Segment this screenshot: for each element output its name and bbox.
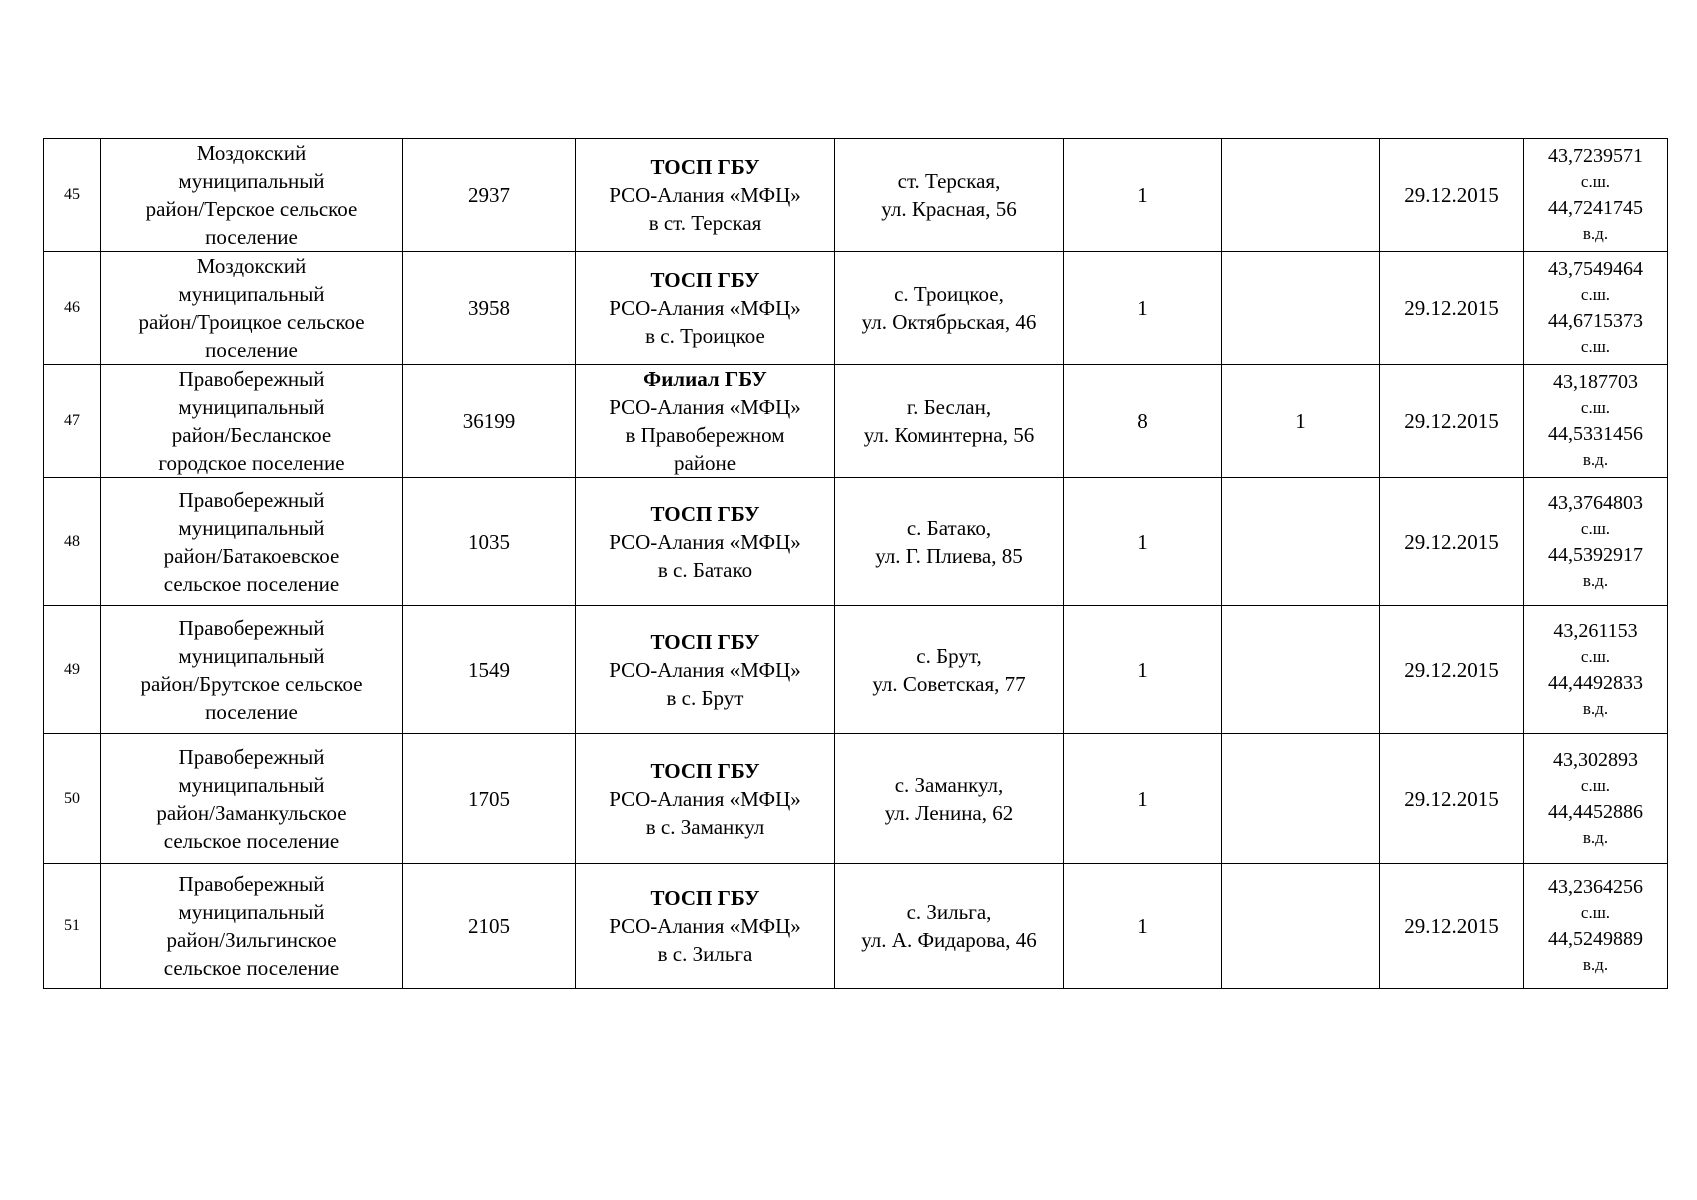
address-line: ул. Советская, 77 [872,671,1026,696]
address-line: ул. Красная, 56 [881,197,1017,221]
table-body [44,139,1668,989]
longitude-value: 44,4492833 [1548,671,1643,694]
coordinates-cell [1524,478,1668,606]
address-cell [835,734,1064,864]
municipality-line: сельское поселение [163,828,340,853]
date-cell: 29.12.2015 [1380,478,1524,606]
longitude-unit: в.д. [1582,224,1609,243]
office-name-cell [576,478,835,606]
coordinates-cell [1524,864,1668,989]
row-number-cell: 48 [44,478,101,606]
extra-windows-cell [1222,252,1380,365]
municipality-cell [101,365,403,478]
municipality-cell [101,864,403,989]
extra-windows-cell [1222,478,1380,606]
municipality-cell [101,734,403,864]
municipality-cell [101,139,403,252]
municipality-line: Правобережный [178,872,325,896]
municipality-line: муниципальный [178,169,325,193]
address-line: с. Брут, [916,643,982,668]
office-line: в с. Троицкое [645,324,765,348]
municipality-line: поселение [205,225,298,249]
table-row [44,478,1668,606]
municipality-line: поселение [205,338,298,362]
date-cell: 29.12.2015 [1380,139,1524,252]
address-line: с. Троицкое, [894,282,1004,306]
municipality-line: район/Троицкое сельское [138,310,365,334]
office-line: Филиал ГБУ [643,367,767,391]
office-line: РСО-Алания «МФЦ» [609,183,801,207]
table-row [44,252,1668,365]
address-line: ул. Коминтерна, 56 [863,423,1035,447]
latitude-unit: с.ш. [1580,172,1611,191]
longitude-value: 44,6715373 [1548,310,1643,332]
date-cell: 29.12.2015 [1380,252,1524,365]
latitude-value: 43,187703 [1553,371,1638,393]
office-line: в с. Батако [657,557,753,582]
latitude-unit: с.ш. [1580,518,1611,538]
row-number-cell: 51 [44,864,101,989]
office-line: РСО-Алания «МФЦ» [609,914,801,938]
municipality-line: сельское поселение [163,956,340,980]
municipality-line: сельское поселение [163,571,340,596]
office-line: РСО-Алания «МФЦ» [609,296,801,320]
municipality-line: район/Бесланское [171,423,332,447]
address-line: ул. Ленина, 62 [884,800,1014,825]
population-cell: 1035 [403,478,576,606]
coordinates-cell [1524,139,1668,252]
office-line: ТОСП ГБУ [650,629,760,654]
municipality-line: Правобережный [178,367,325,391]
latitude-unit: с.ш. [1580,398,1611,417]
table-row [44,734,1668,864]
office-line: ТОСП ГБУ [650,155,760,179]
office-line: РСО-Алания «МФЦ» [609,786,801,811]
municipality-line: Моздокский [196,141,307,165]
table-row [44,864,1668,989]
longitude-unit: в.д. [1582,955,1609,974]
windows-cell: 1 [1064,864,1222,989]
municipality-line: район/Зильгинское [166,928,337,952]
office-line: в ст. Терская [648,211,762,235]
office-line: ТОСП ГБУ [650,501,760,526]
windows-cell: 1 [1064,139,1222,252]
address-line: с. Заманкул, [894,772,1004,797]
address-line: г. Беслан, [906,395,992,419]
address-line: ул. Октябрьская, 46 [861,310,1037,334]
longitude-unit: в.д. [1582,450,1609,469]
windows-cell: 1 [1064,734,1222,864]
address-line: ул. А. Фидарова, 46 [861,928,1037,952]
municipality-line: район/Брутское сельское [140,671,363,696]
municipality-cell [101,606,403,734]
date-cell: 29.12.2015 [1380,606,1524,734]
office-name-cell [576,365,835,478]
windows-cell: 8 [1064,365,1222,478]
office-name-cell [576,139,835,252]
coordinates-cell [1524,252,1668,365]
row-number-cell: 45 [44,139,101,252]
extra-windows-cell [1222,734,1380,864]
address-cell [835,478,1064,606]
latitude-value: 43,2364256 [1548,876,1643,898]
table-row [44,365,1668,478]
municipality-line: Правобережный [178,615,325,640]
row-number-cell: 50 [44,734,101,864]
office-line: РСО-Алания «МФЦ» [609,529,801,554]
office-line: в Правобережном [625,423,785,447]
latitude-value: 43,302893 [1553,748,1638,771]
longitude-value: 44,5331456 [1548,423,1643,445]
address-cell [835,252,1064,365]
longitude-unit: в.д. [1582,827,1609,847]
population-cell: 3958 [403,252,576,365]
latitude-unit: с.ш. [1580,775,1611,795]
office-line: РСО-Алания «МФЦ» [609,395,801,419]
municipality-line: муниципальный [178,395,325,419]
population-cell: 1549 [403,606,576,734]
longitude-unit: в.д. [1582,570,1609,590]
longitude-value: 44,7241745 [1548,197,1643,219]
address-cell [835,606,1064,734]
municipality-line: поселение [205,699,298,724]
office-line: ТОСП ГБУ [650,268,760,292]
longitude-unit: с.ш. [1580,337,1611,356]
date-cell: 29.12.2015 [1380,365,1524,478]
municipality-line: район/Батакоевское [163,543,340,568]
latitude-value: 43,261153 [1553,619,1638,642]
municipality-line: муниципальный [178,900,325,924]
office-name-cell [576,252,835,365]
population-cell: 36199 [403,365,576,478]
office-line: районе [673,451,737,475]
date-cell: 29.12.2015 [1380,864,1524,989]
address-cell [835,139,1064,252]
population-cell: 2937 [403,139,576,252]
office-line: в с. Брут [666,685,744,710]
latitude-value: 43,7549464 [1548,258,1643,280]
office-name-cell [576,606,835,734]
windows-cell: 1 [1064,478,1222,606]
office-name-cell [576,734,835,864]
address-line: ул. Г. Плиева, 85 [875,543,1023,568]
office-name-cell [576,864,835,989]
municipality-cell [101,478,403,606]
extra-windows-cell [1222,139,1380,252]
municipality-line: Правобережный [178,744,325,769]
extra-windows-cell [1222,606,1380,734]
longitude-value: 44,5392917 [1548,543,1643,566]
municipality-line: Моздокский [196,254,307,278]
municipality-line: район/Терское сельское [145,197,358,221]
office-line: ТОСП ГБУ [650,758,760,783]
extra-windows-cell: 1 [1222,365,1380,478]
longitude-value: 44,4452886 [1548,800,1643,823]
windows-cell: 1 [1064,252,1222,365]
latitude-unit: с.ш. [1580,285,1611,304]
municipality-line: Правобережный [178,487,325,512]
latitude-unit: с.ш. [1580,646,1611,666]
latitude-unit: с.ш. [1580,903,1611,922]
population-cell: 2105 [403,864,576,989]
coordinates-cell [1524,365,1668,478]
coordinates-cell [1524,606,1668,734]
office-line: РСО-Алания «МФЦ» [609,657,801,682]
municipality-line: муниципальный [178,643,325,668]
date-cell: 29.12.2015 [1380,734,1524,864]
municipality-line: муниципальный [178,515,325,540]
municipality-line: район/Заманкульское [156,800,347,825]
row-number-cell: 46 [44,252,101,365]
municipality-line: муниципальный [178,772,325,797]
population-cell: 1705 [403,734,576,864]
latitude-value: 43,7239571 [1548,145,1643,167]
row-number-cell: 47 [44,365,101,478]
municipality-line: городское поселение [158,451,345,475]
table-row [44,139,1668,252]
longitude-unit: в.д. [1582,698,1609,718]
table-row [44,606,1668,734]
coordinates-cell [1524,734,1668,864]
address-cell [835,365,1064,478]
address-line: с. Зильга, [906,900,992,924]
extra-windows-cell [1222,864,1380,989]
mfc-offices-table [43,138,1668,989]
longitude-value: 44,5249889 [1548,928,1643,950]
address-line: с. Батако, [906,515,992,540]
municipality-cell [101,252,403,365]
office-line: в с. Зильга [657,942,753,966]
row-number-cell: 49 [44,606,101,734]
latitude-value: 43,3764803 [1548,491,1643,514]
office-line: ТОСП ГБУ [650,886,760,910]
address-cell [835,864,1064,989]
address-line: ст. Терская, [897,169,1001,193]
windows-cell: 1 [1064,606,1222,734]
municipality-line: муниципальный [178,282,325,306]
office-line: в с. Заманкул [645,814,765,839]
